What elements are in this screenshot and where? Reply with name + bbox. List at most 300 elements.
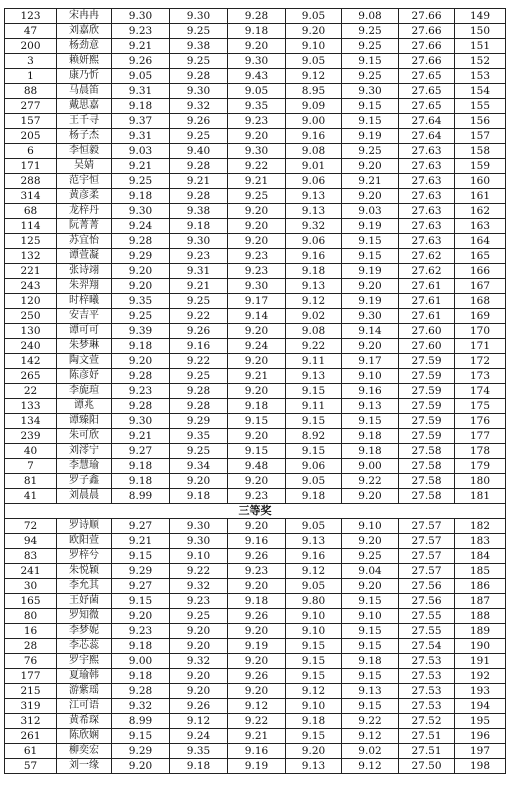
cell-score-2: 9.22 [170, 564, 228, 579]
table-row [5, 609, 506, 624]
cell-total: 27.63 [399, 234, 455, 249]
table-row [5, 9, 506, 24]
cell-score-4: 9.06 [286, 174, 342, 189]
cell-score-2: 9.25 [170, 24, 228, 39]
cell-score-3: 9.23 [228, 564, 286, 579]
cell-rank: 182 [455, 519, 506, 534]
cell-score-3: 9.17 [228, 294, 286, 309]
cell-score-2: 9.35 [170, 744, 228, 759]
cell-score-4: 9.06 [286, 234, 342, 249]
cell-number: 314 [5, 189, 57, 204]
cell-score-3: 9.16 [228, 534, 286, 549]
cell-number: 240 [5, 339, 57, 354]
cell-score-3: 9.23 [228, 489, 286, 504]
cell-score-2: 9.20 [170, 624, 228, 639]
cell-total: 27.62 [399, 249, 455, 264]
cell-score-2: 9.31 [170, 264, 228, 279]
cell-number: 81 [5, 474, 57, 489]
cell-score-1: 9.25 [112, 309, 170, 324]
cell-total: 27.63 [399, 204, 455, 219]
cell-rank: 174 [455, 384, 506, 399]
cell-score-3: 9.25 [228, 189, 286, 204]
cell-total: 27.58 [399, 444, 455, 459]
cell-score-1: 9.27 [112, 444, 170, 459]
cell-score-1: 9.20 [112, 609, 170, 624]
table-row [5, 429, 506, 444]
cell-rank: 167 [455, 279, 506, 294]
cell-total: 27.63 [399, 189, 455, 204]
cell-score-3: 9.26 [228, 669, 286, 684]
cell-name: 宋冉冉 [57, 9, 112, 24]
cell-score-1: 9.28 [112, 369, 170, 384]
cell-score-4: 9.10 [286, 699, 342, 714]
table-row [5, 459, 506, 474]
cell-rank: 169 [455, 309, 506, 324]
cell-score-1: 9.20 [112, 279, 170, 294]
cell-score-1: 9.21 [112, 159, 170, 174]
cell-total: 27.61 [399, 279, 455, 294]
cell-name: 谭萱凝 [57, 249, 112, 264]
table-row [5, 189, 506, 204]
table-row [5, 624, 506, 639]
cell-number: 134 [5, 414, 57, 429]
cell-score-2: 9.40 [170, 144, 228, 159]
cell-score-4: 8.92 [286, 429, 342, 444]
cell-score-2: 9.38 [170, 39, 228, 54]
cell-score-3: 9.15 [228, 444, 286, 459]
cell-name: 陶文萱 [57, 354, 112, 369]
cell-rank: 177 [455, 429, 506, 444]
table-row [5, 264, 506, 279]
cell-rank: 165 [455, 249, 506, 264]
table-row [5, 39, 506, 54]
cell-total: 27.53 [399, 684, 455, 699]
cell-total: 27.62 [399, 264, 455, 279]
cell-number: 132 [5, 249, 57, 264]
table-row [5, 759, 506, 774]
cell-number: 114 [5, 219, 57, 234]
cell-score-1: 9.28 [112, 234, 170, 249]
table-row [5, 564, 506, 579]
cell-name: 安吉平 [57, 309, 112, 324]
cell-number: 123 [5, 9, 57, 24]
table-row [5, 669, 506, 684]
rows-after-section [5, 519, 506, 774]
cell-score-5: 9.22 [342, 474, 399, 489]
cell-score-1: 9.23 [112, 24, 170, 39]
cell-score-2: 9.30 [170, 534, 228, 549]
cell-number: 6 [5, 144, 57, 159]
cell-rank: 171 [455, 339, 506, 354]
cell-total: 27.64 [399, 114, 455, 129]
cell-name: 江可语 [57, 699, 112, 714]
cell-score-3: 9.23 [228, 114, 286, 129]
cell-score-4: 9.15 [286, 414, 342, 429]
table-row [5, 279, 506, 294]
cell-name: 李允其 [57, 579, 112, 594]
cell-score-4: 9.12 [286, 294, 342, 309]
table-row [5, 309, 506, 324]
cell-score-4: 9.11 [286, 399, 342, 414]
cell-total: 27.66 [399, 39, 455, 54]
cell-total: 27.65 [399, 99, 455, 114]
cell-score-4: 9.13 [286, 189, 342, 204]
rows-before-section [5, 9, 506, 504]
table-row [5, 294, 506, 309]
cell-total: 27.61 [399, 294, 455, 309]
cell-score-2: 9.21 [170, 279, 228, 294]
table-row [5, 159, 506, 174]
cell-score-3: 9.30 [228, 279, 286, 294]
cell-number: 288 [5, 174, 57, 189]
cell-score-5: 9.10 [342, 519, 399, 534]
cell-score-2: 9.30 [170, 234, 228, 249]
cell-score-3: 9.20 [228, 519, 286, 534]
table-row [5, 579, 506, 594]
cell-score-3: 9.20 [228, 129, 286, 144]
cell-score-5: 9.00 [342, 459, 399, 474]
cell-score-4: 9.20 [286, 744, 342, 759]
cell-rank: 161 [455, 189, 506, 204]
cell-number: 265 [5, 369, 57, 384]
cell-total: 27.53 [399, 699, 455, 714]
cell-name: 罗宇熙 [57, 654, 112, 669]
cell-number: 243 [5, 279, 57, 294]
cell-score-5: 9.04 [342, 564, 399, 579]
cell-score-1: 9.18 [112, 339, 170, 354]
cell-score-4: 9.01 [286, 159, 342, 174]
cell-score-1: 9.30 [112, 204, 170, 219]
cell-score-1: 9.28 [112, 684, 170, 699]
table-row [5, 204, 506, 219]
cell-total: 27.61 [399, 309, 455, 324]
cell-score-3: 9.20 [228, 624, 286, 639]
cell-name: 李梦妮 [57, 624, 112, 639]
table-row [5, 519, 506, 534]
cell-score-3: 9.23 [228, 264, 286, 279]
cell-score-2: 9.34 [170, 459, 228, 474]
cell-score-2: 9.32 [170, 99, 228, 114]
cell-total: 27.54 [399, 639, 455, 654]
cell-score-4: 9.18 [286, 714, 342, 729]
cell-score-4: 9.05 [286, 519, 342, 534]
cell-name: 时梓曦 [57, 294, 112, 309]
cell-score-1: 9.20 [112, 354, 170, 369]
cell-score-3: 9.21 [228, 369, 286, 384]
cell-score-2: 9.20 [170, 684, 228, 699]
cell-score-1: 9.21 [112, 534, 170, 549]
cell-score-3: 9.23 [228, 249, 286, 264]
cell-rank: 180 [455, 474, 506, 489]
cell-total: 27.55 [399, 609, 455, 624]
cell-total: 27.63 [399, 159, 455, 174]
cell-score-5: 9.15 [342, 99, 399, 114]
cell-score-2: 9.28 [170, 189, 228, 204]
cell-score-1: 8.99 [112, 714, 170, 729]
cell-score-4: 9.15 [286, 384, 342, 399]
cell-name: 范宇恒 [57, 174, 112, 189]
cell-score-1: 9.39 [112, 324, 170, 339]
cell-number: 16 [5, 624, 57, 639]
cell-name: 李慧瑜 [57, 459, 112, 474]
cell-score-2: 9.25 [170, 444, 228, 459]
cell-number: 22 [5, 384, 57, 399]
cell-total: 27.65 [399, 84, 455, 99]
cell-number: 47 [5, 24, 57, 39]
cell-score-2: 9.18 [170, 759, 228, 774]
cell-rank: 198 [455, 759, 506, 774]
cell-name: 阮菁菁 [57, 219, 112, 234]
cell-rank: 189 [455, 624, 506, 639]
cell-rank: 187 [455, 594, 506, 609]
cell-number: 3 [5, 54, 57, 69]
table-row [5, 474, 506, 489]
cell-number: 221 [5, 264, 57, 279]
cell-score-5: 9.20 [342, 279, 399, 294]
cell-name: 刘一缘 [57, 759, 112, 774]
cell-score-4: 9.12 [286, 684, 342, 699]
cell-score-2: 9.25 [170, 369, 228, 384]
cell-rank: 185 [455, 564, 506, 579]
cell-number: 76 [5, 654, 57, 669]
cell-rank: 159 [455, 159, 506, 174]
cell-score-3: 9.30 [228, 54, 286, 69]
cell-score-1: 9.32 [112, 699, 170, 714]
cell-score-5: 9.13 [342, 684, 399, 699]
cell-name: 马晨笛 [57, 84, 112, 99]
cell-name: 谭臻阳 [57, 414, 112, 429]
table-row [5, 684, 506, 699]
table-row [5, 174, 506, 189]
cell-score-1: 9.20 [112, 264, 170, 279]
cell-score-5: 9.15 [342, 669, 399, 684]
cell-rank: 183 [455, 534, 506, 549]
cell-rank: 178 [455, 444, 506, 459]
cell-score-2: 9.23 [170, 594, 228, 609]
cell-total: 27.53 [399, 654, 455, 669]
cell-name: 李旎瑄 [57, 384, 112, 399]
cell-score-5: 9.30 [342, 309, 399, 324]
cell-name: 夏瑜韩 [57, 669, 112, 684]
table-row [5, 219, 506, 234]
cell-score-1: 9.28 [112, 399, 170, 414]
cell-rank: 155 [455, 99, 506, 114]
cell-rank: 157 [455, 129, 506, 144]
cell-number: 312 [5, 714, 57, 729]
cell-rank: 184 [455, 549, 506, 564]
cell-rank: 149 [455, 9, 506, 24]
cell-score-3: 9.15 [228, 414, 286, 429]
cell-score-2: 9.38 [170, 204, 228, 219]
cell-number: 61 [5, 744, 57, 759]
table-row [5, 69, 506, 84]
cell-score-3: 9.26 [228, 609, 286, 624]
cell-total: 27.64 [399, 129, 455, 144]
cell-name: 黄希琛 [57, 714, 112, 729]
cell-total: 27.66 [399, 24, 455, 39]
cell-score-1: 9.18 [112, 474, 170, 489]
cell-score-2: 9.30 [170, 84, 228, 99]
cell-score-3: 9.20 [228, 204, 286, 219]
cell-rank: 181 [455, 489, 506, 504]
cell-score-1: 9.37 [112, 114, 170, 129]
cell-score-5: 9.19 [342, 294, 399, 309]
cell-score-3: 9.20 [228, 654, 286, 669]
cell-score-3: 9.48 [228, 459, 286, 474]
cell-rank: 197 [455, 744, 506, 759]
cell-total: 27.59 [399, 354, 455, 369]
cell-score-1: 9.20 [112, 759, 170, 774]
cell-total: 27.58 [399, 459, 455, 474]
cell-number: 83 [5, 549, 57, 564]
cell-score-1: 9.21 [112, 39, 170, 54]
cell-total: 27.50 [399, 759, 455, 774]
cell-name: 朱羿翔 [57, 279, 112, 294]
cell-total: 27.51 [399, 729, 455, 744]
cell-score-1: 9.15 [112, 729, 170, 744]
cell-name: 刘晨晨 [57, 489, 112, 504]
cell-score-4: 9.05 [286, 474, 342, 489]
cell-name: 朱悦颖 [57, 564, 112, 579]
cell-rank: 176 [455, 414, 506, 429]
cell-name: 李恒毅 [57, 144, 112, 159]
cell-score-3: 9.35 [228, 99, 286, 114]
cell-score-2: 9.28 [170, 69, 228, 84]
cell-number: 120 [5, 294, 57, 309]
section-title: 三等奖 [5, 504, 506, 519]
cell-rank: 154 [455, 84, 506, 99]
cell-name: 杨劲意 [57, 39, 112, 54]
cell-score-5: 9.20 [342, 579, 399, 594]
cell-rank: 195 [455, 714, 506, 729]
cell-total: 27.66 [399, 9, 455, 24]
table-row [5, 234, 506, 249]
cell-name: 谭兆 [57, 399, 112, 414]
table-row [5, 399, 506, 414]
cell-number: 28 [5, 639, 57, 654]
cell-score-3: 9.14 [228, 309, 286, 324]
cell-number: 40 [5, 444, 57, 459]
cell-name: 柳奕宏 [57, 744, 112, 759]
table-row [5, 114, 506, 129]
table-row [5, 129, 506, 144]
cell-score-5: 9.15 [342, 639, 399, 654]
table-row [5, 339, 506, 354]
cell-score-2: 9.29 [170, 414, 228, 429]
table-row [5, 699, 506, 714]
cell-score-5: 9.25 [342, 24, 399, 39]
cell-score-3: 9.18 [228, 24, 286, 39]
cell-score-2: 9.18 [170, 219, 228, 234]
cell-score-3: 9.21 [228, 174, 286, 189]
cell-score-2: 9.30 [170, 9, 228, 24]
cell-score-4: 9.16 [286, 129, 342, 144]
cell-score-5: 9.15 [342, 699, 399, 714]
cell-score-4: 9.13 [286, 204, 342, 219]
cell-rank: 162 [455, 204, 506, 219]
cell-score-2: 9.32 [170, 654, 228, 669]
cell-score-1: 9.18 [112, 459, 170, 474]
cell-score-5: 9.15 [342, 54, 399, 69]
cell-score-4: 9.08 [286, 144, 342, 159]
cell-total: 27.55 [399, 624, 455, 639]
cell-score-4: 9.15 [286, 669, 342, 684]
cell-score-2: 9.22 [170, 354, 228, 369]
cell-name: 吴婧 [57, 159, 112, 174]
cell-score-4: 9.18 [286, 489, 342, 504]
cell-score-4: 9.12 [286, 69, 342, 84]
cell-score-3: 9.20 [228, 474, 286, 489]
cell-number: 241 [5, 564, 57, 579]
table-row [5, 324, 506, 339]
cell-name: 罗梓兮 [57, 549, 112, 564]
cell-score-2: 9.28 [170, 399, 228, 414]
cell-score-3: 9.43 [228, 69, 286, 84]
cell-score-4: 9.06 [286, 459, 342, 474]
cell-score-3: 9.16 [228, 744, 286, 759]
cell-score-1: 9.26 [112, 54, 170, 69]
cell-score-2: 9.26 [170, 699, 228, 714]
cell-score-3: 9.26 [228, 549, 286, 564]
cell-total: 27.60 [399, 324, 455, 339]
cell-total: 27.57 [399, 519, 455, 534]
cell-score-1: 9.24 [112, 219, 170, 234]
cell-score-1: 9.21 [112, 429, 170, 444]
cell-score-3: 9.20 [228, 219, 286, 234]
cell-score-5: 9.25 [342, 69, 399, 84]
cell-rank: 163 [455, 219, 506, 234]
cell-score-5: 9.15 [342, 234, 399, 249]
cell-name: 龙梓丹 [57, 204, 112, 219]
cell-score-2: 9.10 [170, 549, 228, 564]
cell-score-4: 9.13 [286, 279, 342, 294]
cell-number: 319 [5, 699, 57, 714]
cell-score-5: 9.18 [342, 654, 399, 669]
cell-name: 刘嘉欣 [57, 24, 112, 39]
cell-score-1: 9.35 [112, 294, 170, 309]
cell-total: 27.63 [399, 144, 455, 159]
cell-score-1: 9.30 [112, 414, 170, 429]
cell-number: 125 [5, 234, 57, 249]
cell-score-2: 9.26 [170, 324, 228, 339]
table-row [5, 639, 506, 654]
table-row [5, 444, 506, 459]
cell-score-5: 9.25 [342, 549, 399, 564]
cell-score-2: 9.12 [170, 714, 228, 729]
cell-total: 27.58 [399, 474, 455, 489]
cell-score-3: 9.20 [228, 354, 286, 369]
cell-score-5: 9.18 [342, 429, 399, 444]
cell-score-4: 9.09 [286, 99, 342, 114]
cell-score-5: 9.12 [342, 759, 399, 774]
cell-name: 朱可欣 [57, 429, 112, 444]
cell-name: 王千寻 [57, 114, 112, 129]
cell-score-5: 9.20 [342, 489, 399, 504]
section-header [5, 504, 506, 519]
cell-total: 27.59 [399, 429, 455, 444]
cell-score-3: 9.20 [228, 384, 286, 399]
cell-score-3: 9.21 [228, 729, 286, 744]
cell-total: 27.53 [399, 669, 455, 684]
cell-score-4: 9.18 [286, 264, 342, 279]
cell-score-3: 9.18 [228, 594, 286, 609]
cell-score-4: 9.13 [286, 369, 342, 384]
cell-total: 27.65 [399, 69, 455, 84]
cell-rank: 158 [455, 144, 506, 159]
cell-rank: 164 [455, 234, 506, 249]
cell-rank: 150 [455, 24, 506, 39]
cell-score-4: 9.10 [286, 624, 342, 639]
